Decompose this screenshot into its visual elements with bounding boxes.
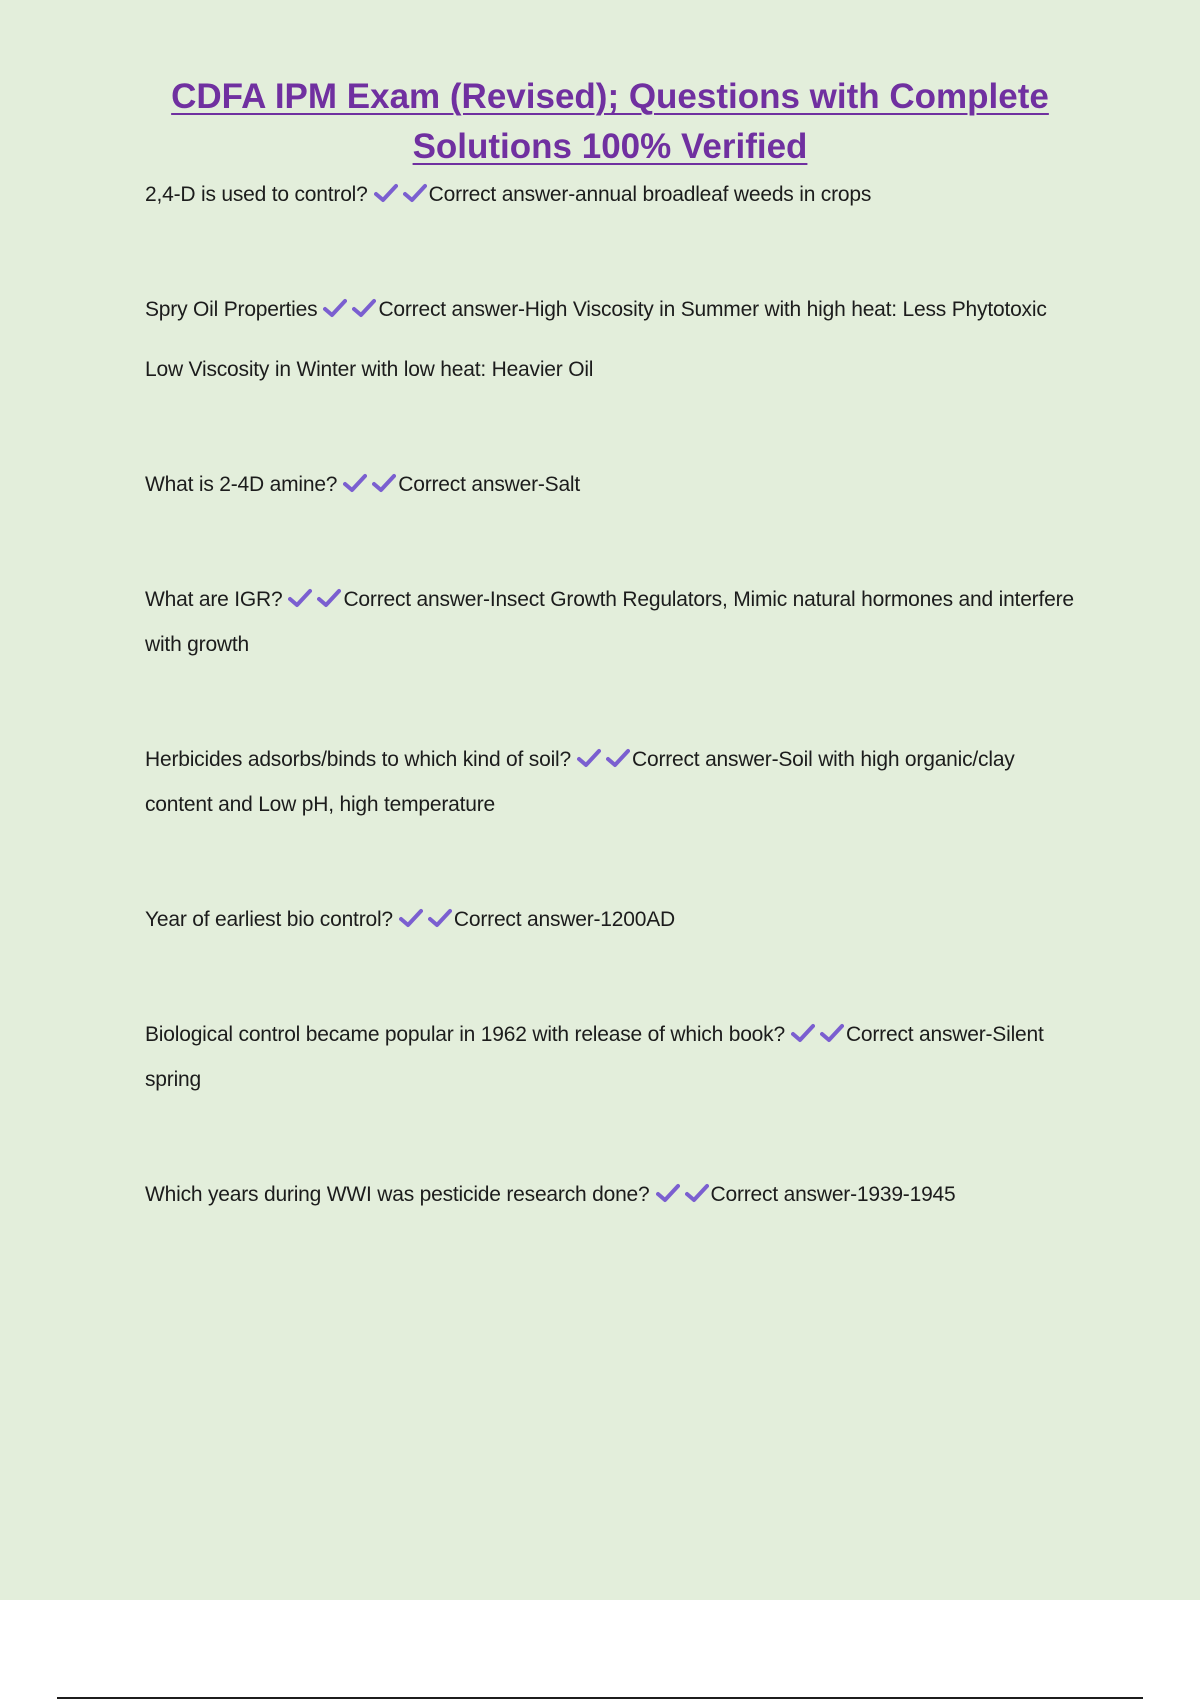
- qa-text: [145, 462, 1075, 507]
- answer-text: Correct answer-1939-1945: [710, 1183, 956, 1206]
- checkmark-icon: [317, 588, 341, 608]
- answer-text: Correct answer-annual broadleaf weeds in crops: [428, 183, 872, 206]
- question-text: What are IGR?: [145, 588, 283, 611]
- checkmark-icon: [606, 748, 630, 768]
- checkmark-icon: [399, 908, 423, 928]
- question-text: Which years during WWI was pesticide research done?: [145, 1183, 650, 1206]
- question-text: Biological control became popular in 1962 with release of which book?: [145, 1023, 785, 1046]
- checkmark-icon: [352, 298, 376, 318]
- question-text: Spry Oil Properties: [145, 298, 318, 321]
- checkmark-icon: [791, 1023, 815, 1043]
- answer-text: Correct answer-Soil with high organic/clay content and Low pH, high temperature: [145, 748, 1015, 816]
- qa-text: [145, 172, 1075, 217]
- checkmark-icon: [343, 473, 367, 493]
- checkmark-icon: [403, 183, 427, 203]
- answer-text: Correct answer-Silent spring: [145, 1023, 1044, 1091]
- qa-text: [145, 577, 1075, 667]
- qa-item: [145, 577, 1075, 667]
- document-title: [145, 72, 1075, 172]
- answer-text: Correct answer-Insect Growth Regulators, Mimic natural hormones and interfere with growth: [145, 588, 1074, 656]
- qa-item: [145, 1012, 1075, 1102]
- qa-text: [145, 1172, 1075, 1217]
- qa-item: [145, 737, 1075, 827]
- checkmark-icon: [323, 298, 347, 318]
- question-text: 2,4-D is used to control?: [145, 183, 368, 206]
- question-text: Year of earliest bio control?: [145, 908, 393, 931]
- qa-text: [145, 1012, 1075, 1102]
- title-line-2: Solutions 100% Verified: [412, 127, 808, 166]
- qa-text: [145, 287, 1075, 332]
- answer-text: Correct answer-High Viscosity in Summer with high heat: Less Phytotoxic: [378, 298, 1047, 321]
- qa-item: [145, 462, 1075, 507]
- checkmark-icon: [685, 1183, 709, 1203]
- qa-text: [145, 737, 1075, 827]
- checkmark-icon: [288, 588, 312, 608]
- qa-item: [145, 897, 1075, 942]
- question-text: Herbicides adsorbs/binds to which kind of soil?: [145, 748, 571, 771]
- checkmark-icon: [372, 473, 396, 493]
- footer-divider: [57, 1697, 1143, 1699]
- checkmark-icon: [374, 183, 398, 203]
- qa-item: [145, 172, 1075, 217]
- document-body: [145, 72, 1075, 1217]
- answer-text: Correct answer-Salt: [398, 473, 581, 496]
- title-line-1: CDFA IPM Exam (Revised); Questions with Complete: [171, 77, 1049, 116]
- qa-list: [145, 172, 1075, 1217]
- checkmark-icon: [577, 748, 601, 768]
- checkmark-icon: [656, 1183, 680, 1203]
- answer-continuation: Low Viscosity in Winter with low heat: Heavier Oil: [145, 358, 594, 381]
- checkmark-icon: [820, 1023, 844, 1043]
- qa-text: [145, 897, 1075, 942]
- answer-text: Correct answer-1200AD: [453, 908, 675, 931]
- qa-item: [145, 1172, 1075, 1217]
- checkmark-icon: [428, 908, 452, 928]
- qa-item: [145, 287, 1075, 392]
- question-text: What is 2-4D amine?: [145, 473, 338, 496]
